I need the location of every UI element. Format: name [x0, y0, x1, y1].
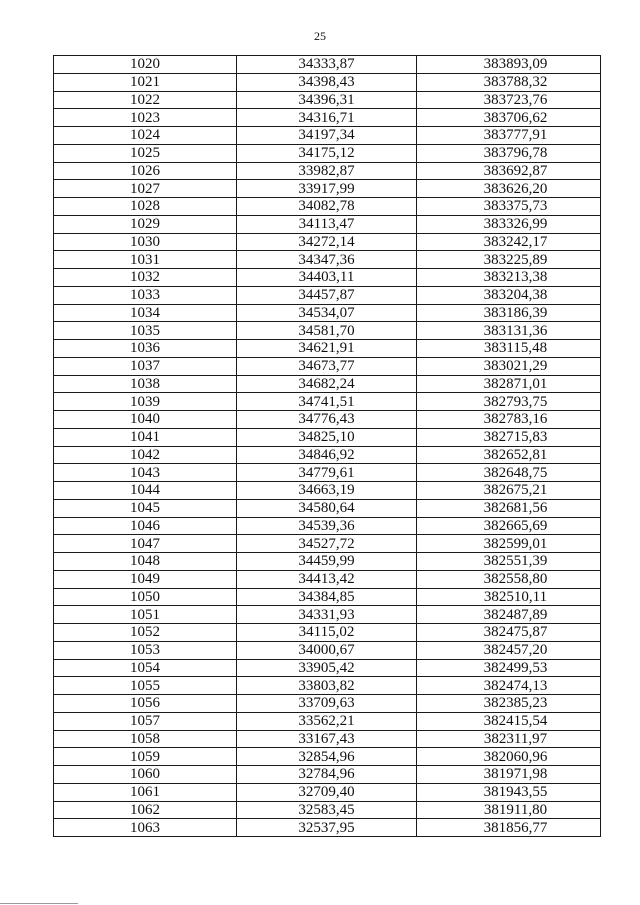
- x-coordinate-cell: 33562,21: [237, 712, 417, 730]
- table-row: [54, 570, 601, 588]
- y-coordinate-cell: 383796,78: [417, 144, 601, 162]
- table-row: [54, 624, 601, 642]
- x-coordinate-cell: 34175,12: [237, 144, 417, 162]
- x-coordinate-cell: 34779,61: [237, 464, 417, 482]
- x-coordinate-cell: 34403,11: [237, 269, 417, 287]
- table-row: [54, 286, 601, 304]
- y-coordinate-cell: 382475,87: [417, 624, 601, 642]
- table-row: [54, 730, 601, 748]
- x-coordinate-cell: 33905,42: [237, 659, 417, 677]
- table-row: [54, 233, 601, 251]
- point-number-cell: 1041: [54, 428, 237, 446]
- point-number-cell: 1052: [54, 624, 237, 642]
- point-number-cell: 1027: [54, 180, 237, 198]
- point-number-cell: 1055: [54, 677, 237, 695]
- table-row: [54, 482, 601, 500]
- point-number-cell: 1030: [54, 233, 237, 251]
- y-coordinate-cell: 382311,97: [417, 730, 601, 748]
- point-number-cell: 1029: [54, 215, 237, 233]
- table-row: [54, 428, 601, 446]
- table-row: [54, 517, 601, 535]
- point-number-cell: 1047: [54, 535, 237, 553]
- x-coordinate-cell: 34457,87: [237, 286, 417, 304]
- y-coordinate-cell: 383131,36: [417, 322, 601, 340]
- table-row: [54, 304, 601, 322]
- x-coordinate-cell: 34663,19: [237, 482, 417, 500]
- y-coordinate-cell: 383788,32: [417, 73, 601, 91]
- table-row: [54, 340, 601, 358]
- table-row: [54, 180, 601, 198]
- table-row: [54, 322, 601, 340]
- table-row: [54, 446, 601, 464]
- y-coordinate-cell: 383204,38: [417, 286, 601, 304]
- table-row: [54, 411, 601, 429]
- x-coordinate-cell: 32784,96: [237, 766, 417, 784]
- point-number-cell: 1060: [54, 766, 237, 784]
- y-coordinate-cell: 381971,98: [417, 766, 601, 784]
- y-coordinate-cell: 383213,38: [417, 269, 601, 287]
- page-number: 25: [314, 29, 326, 43]
- point-number-cell: 1021: [54, 73, 237, 91]
- table-row: [54, 198, 601, 216]
- y-coordinate-cell: 383893,09: [417, 56, 601, 74]
- y-coordinate-cell: 382871,01: [417, 375, 601, 393]
- y-coordinate-cell: 383186,39: [417, 304, 601, 322]
- table-row: [54, 127, 601, 145]
- x-coordinate-cell: 34621,91: [237, 340, 417, 358]
- point-number-cell: 1044: [54, 482, 237, 500]
- point-number-cell: 1038: [54, 375, 237, 393]
- point-number-cell: 1033: [54, 286, 237, 304]
- table-row: [54, 553, 601, 571]
- table-row: [54, 695, 601, 713]
- x-coordinate-cell: 32537,95: [237, 819, 417, 837]
- y-coordinate-cell: 383692,87: [417, 162, 601, 180]
- table-row: [54, 144, 601, 162]
- x-coordinate-cell: 34398,43: [237, 73, 417, 91]
- x-coordinate-cell: 32854,96: [237, 748, 417, 766]
- y-coordinate-cell: 381943,55: [417, 783, 601, 801]
- x-coordinate-cell: 34776,43: [237, 411, 417, 429]
- y-coordinate-cell: 382510,11: [417, 588, 601, 606]
- x-coordinate-cell: 32709,40: [237, 783, 417, 801]
- x-coordinate-cell: 34413,42: [237, 570, 417, 588]
- x-coordinate-cell: 34534,07: [237, 304, 417, 322]
- table-row: [54, 109, 601, 127]
- y-coordinate-cell: 382551,39: [417, 553, 601, 571]
- y-coordinate-cell: 382385,23: [417, 695, 601, 713]
- point-number-cell: 1035: [54, 322, 237, 340]
- table-row: [54, 712, 601, 730]
- y-coordinate-cell: 382487,89: [417, 606, 601, 624]
- x-coordinate-cell: 33709,63: [237, 695, 417, 713]
- x-coordinate-cell: 34580,64: [237, 499, 417, 517]
- x-coordinate-cell: 34741,51: [237, 393, 417, 411]
- x-coordinate-cell: 34682,24: [237, 375, 417, 393]
- point-number-cell: 1056: [54, 695, 237, 713]
- table-row: [54, 375, 601, 393]
- point-number-cell: 1037: [54, 357, 237, 375]
- table-row: [54, 606, 601, 624]
- x-coordinate-cell: 34384,85: [237, 588, 417, 606]
- y-coordinate-cell: 383626,20: [417, 180, 601, 198]
- x-coordinate-cell: 34331,93: [237, 606, 417, 624]
- point-number-cell: 1034: [54, 304, 237, 322]
- point-number-cell: 1046: [54, 517, 237, 535]
- point-number-cell: 1053: [54, 641, 237, 659]
- table-row: [54, 91, 601, 109]
- point-number-cell: 1061: [54, 783, 237, 801]
- coordinates-table: [53, 55, 601, 837]
- table-row: [54, 251, 601, 269]
- x-coordinate-cell: 33917,99: [237, 180, 417, 198]
- x-coordinate-cell: 34000,67: [237, 641, 417, 659]
- x-coordinate-cell: 34825,10: [237, 428, 417, 446]
- y-coordinate-cell: 383021,29: [417, 357, 601, 375]
- x-coordinate-cell: 34113,47: [237, 215, 417, 233]
- y-coordinate-cell: 382599,01: [417, 535, 601, 553]
- point-number-cell: 1062: [54, 801, 237, 819]
- x-coordinate-cell: 34272,14: [237, 233, 417, 251]
- x-coordinate-cell: 34527,72: [237, 535, 417, 553]
- point-number-cell: 1048: [54, 553, 237, 571]
- point-number-cell: 1032: [54, 269, 237, 287]
- table-row: [54, 464, 601, 482]
- table-row: [54, 393, 601, 411]
- point-number-cell: 1026: [54, 162, 237, 180]
- x-coordinate-cell: 34115,02: [237, 624, 417, 642]
- point-number-cell: 1059: [54, 748, 237, 766]
- point-number-cell: 1054: [54, 659, 237, 677]
- point-number-cell: 1058: [54, 730, 237, 748]
- y-coordinate-cell: 382558,80: [417, 570, 601, 588]
- footnote-rule: [0, 903, 78, 904]
- point-number-cell: 1040: [54, 411, 237, 429]
- point-number-cell: 1028: [54, 198, 237, 216]
- x-coordinate-cell: 34082,78: [237, 198, 417, 216]
- coordinates-table-wrapper: [53, 55, 600, 837]
- coordinates-table-body: [54, 56, 601, 837]
- y-coordinate-cell: 382783,16: [417, 411, 601, 429]
- point-number-cell: 1025: [54, 144, 237, 162]
- table-row: [54, 215, 601, 233]
- table-row: [54, 766, 601, 784]
- point-number-cell: 1022: [54, 91, 237, 109]
- point-number-cell: 1024: [54, 127, 237, 145]
- x-coordinate-cell: 34396,31: [237, 91, 417, 109]
- point-number-cell: 1045: [54, 499, 237, 517]
- y-coordinate-cell: 382665,69: [417, 517, 601, 535]
- point-number-cell: 1049: [54, 570, 237, 588]
- point-number-cell: 1039: [54, 393, 237, 411]
- table-row: [54, 748, 601, 766]
- point-number-cell: 1051: [54, 606, 237, 624]
- y-coordinate-cell: 382675,21: [417, 482, 601, 500]
- point-number-cell: 1036: [54, 340, 237, 358]
- y-coordinate-cell: 382060,96: [417, 748, 601, 766]
- table-row: [54, 73, 601, 91]
- table-row: [54, 56, 601, 74]
- table-row: [54, 269, 601, 287]
- y-coordinate-cell: 383242,17: [417, 233, 601, 251]
- y-coordinate-cell: 382474,13: [417, 677, 601, 695]
- y-coordinate-cell: 383115,48: [417, 340, 601, 358]
- table-row: [54, 659, 601, 677]
- x-coordinate-cell: 34539,36: [237, 517, 417, 535]
- table-row: [54, 499, 601, 517]
- y-coordinate-cell: 383375,73: [417, 198, 601, 216]
- x-coordinate-cell: 33803,82: [237, 677, 417, 695]
- point-number-cell: 1057: [54, 712, 237, 730]
- x-coordinate-cell: 34459,99: [237, 553, 417, 571]
- x-coordinate-cell: 33167,43: [237, 730, 417, 748]
- x-coordinate-cell: 33982,87: [237, 162, 417, 180]
- x-coordinate-cell: 34846,92: [237, 446, 417, 464]
- point-number-cell: 1042: [54, 446, 237, 464]
- x-coordinate-cell: 34316,71: [237, 109, 417, 127]
- y-coordinate-cell: 382499,53: [417, 659, 601, 677]
- table-row: [54, 535, 601, 553]
- table-row: [54, 357, 601, 375]
- table-row: [54, 819, 601, 837]
- y-coordinate-cell: 382793,75: [417, 393, 601, 411]
- y-coordinate-cell: 382457,20: [417, 641, 601, 659]
- table-row: [54, 641, 601, 659]
- x-coordinate-cell: 34347,36: [237, 251, 417, 269]
- x-coordinate-cell: 34333,87: [237, 56, 417, 74]
- x-coordinate-cell: 34581,70: [237, 322, 417, 340]
- y-coordinate-cell: 382648,75: [417, 464, 601, 482]
- y-coordinate-cell: 383723,76: [417, 91, 601, 109]
- table-row: [54, 677, 601, 695]
- x-coordinate-cell: 34197,34: [237, 127, 417, 145]
- y-coordinate-cell: 383777,91: [417, 127, 601, 145]
- y-coordinate-cell: 381911,80: [417, 801, 601, 819]
- y-coordinate-cell: 382415,54: [417, 712, 601, 730]
- y-coordinate-cell: 383706,62: [417, 109, 601, 127]
- point-number-cell: 1043: [54, 464, 237, 482]
- y-coordinate-cell: 382715,83: [417, 428, 601, 446]
- table-row: [54, 162, 601, 180]
- point-number-cell: 1020: [54, 56, 237, 74]
- point-number-cell: 1063: [54, 819, 237, 837]
- point-number-cell: 1031: [54, 251, 237, 269]
- y-coordinate-cell: 382681,56: [417, 499, 601, 517]
- x-coordinate-cell: 32583,45: [237, 801, 417, 819]
- table-row: [54, 588, 601, 606]
- y-coordinate-cell: 382652,81: [417, 446, 601, 464]
- y-coordinate-cell: 383326,99: [417, 215, 601, 233]
- x-coordinate-cell: 34673,77: [237, 357, 417, 375]
- y-coordinate-cell: 383225,89: [417, 251, 601, 269]
- point-number-cell: 1050: [54, 588, 237, 606]
- table-row: [54, 783, 601, 801]
- y-coordinate-cell: 381856,77: [417, 819, 601, 837]
- table-row: [54, 801, 601, 819]
- point-number-cell: 1023: [54, 109, 237, 127]
